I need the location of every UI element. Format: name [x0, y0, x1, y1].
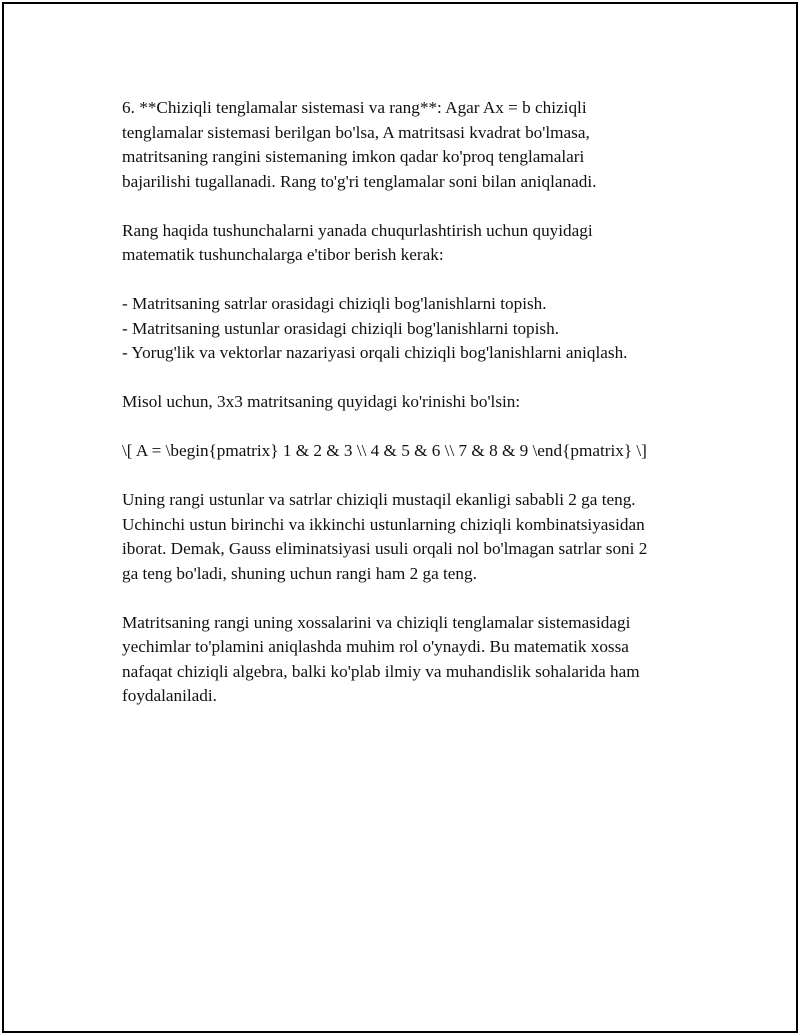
- text-line: Uning rangi ustunlar va satrlar chiziqli mustaqil ekanligi sababli 2 ga teng.: [122, 490, 636, 509]
- list-item: - Matritsaning ustunlar orasidagi chiziqli bog'lanishlarni topish.: [122, 318, 560, 338]
- text-line: iborat. Demak, Gauss eliminatsiyasi usuli orqali nol bo'lmagan satrlar soni 2: [122, 539, 648, 558]
- text-line: ga teng bo'ladi, shuning uchun rangi ham 2 ga teng.: [122, 563, 477, 583]
- text-line: Matritsaning rangi uning xossalarini va chiziqli tenglamalar sistemasidagi: [122, 612, 631, 632]
- text-line: 6. **Chiziqli tenglamalar sistemasi va rang**: Agar Ax = b chiziqli: [122, 98, 587, 117]
- text-line: Uchinchi ustun birinchi va ikkinchi ustunlarning chiziqli kombinatsiyasidan: [122, 514, 645, 534]
- text-line: foydalaniladi.: [122, 686, 217, 705]
- text-line: bajarilishi tugallanadi. Rang to'g'ri tenglamalar soni bilan aniqlanadi.: [122, 171, 597, 191]
- text-line: matritsaning rangini sistemaning imkon qadar ko'proq tenglamalari: [122, 147, 585, 166]
- list-item: - Yorug'lik va vektorlar nazariyasi orqali chiziqli bog'lanishlarni aniqlash.: [122, 343, 628, 362]
- paragraph-conclusion: [122, 611, 697, 709]
- paragraph-concepts-intro: [122, 219, 697, 268]
- text-line: matematik tushunchalarga e'tibor berish kerak:: [122, 245, 444, 264]
- text-line: tenglamalar sistemasi berilgan bo'lsa, A matritsasi kvadrat bo'lmasa,: [122, 122, 590, 142]
- page-frame: [2, 2, 798, 1033]
- text-line: Rang haqida tushunchalarni yanada chuqurlashtirish uchun quyidagi: [122, 220, 593, 240]
- text-line: yechimlar to'plamini aniqlashda muhim rol o'ynaydi. Bu matematik xossa: [122, 637, 629, 656]
- concepts-list: [122, 292, 697, 366]
- list-item: - Matritsaning satrlar orasidagi chiziqli bog'lanishlarni topish.: [122, 294, 547, 313]
- document-body: [122, 96, 697, 733]
- paragraph-example-intro: [122, 390, 697, 415]
- text-line: nafaqat chiziqli algebra, balki ko'plab ilmiy va muhandislik sohalarida ham: [122, 661, 640, 681]
- formula-text: \[ A = \begin{pmatrix} 1 & 2 & 3 \\ 4 & 5 & 6 \\ 7 & 8 & 9 \end{pmatrix} \]: [122, 441, 647, 460]
- paragraph-rank-system: [122, 96, 697, 194]
- paragraph-rank-explanation: [122, 488, 697, 586]
- text-line: Misol uchun, 3x3 matritsaning quyidagi ko'rinishi bo'lsin:: [122, 392, 521, 411]
- matrix-formula: [122, 439, 697, 464]
